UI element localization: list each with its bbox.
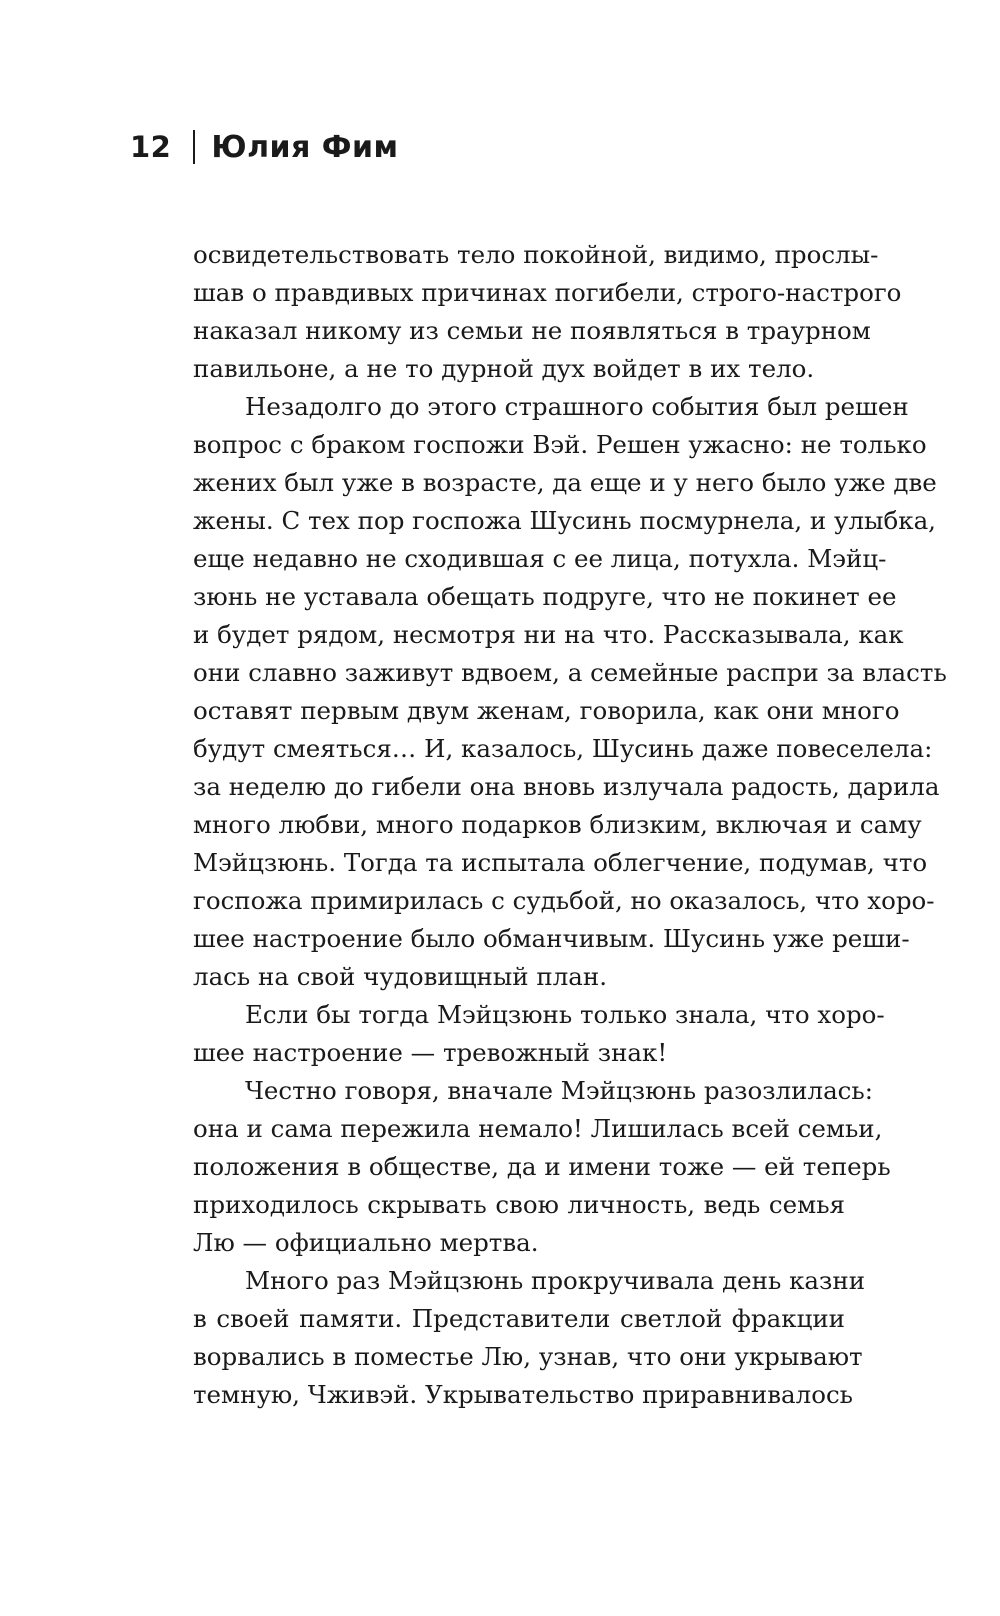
text-line: госпожа примирилась с судьбой, но оказалось, что хоро- bbox=[193, 886, 935, 915]
text-line: наказал никому из семьи не появляться в траурном bbox=[193, 316, 871, 345]
text-line: и будет рядом, несмотря ни на что. Рассказывала, как bbox=[193, 620, 904, 649]
text-line: положения в обществе, да и имени тоже — ей теперь bbox=[193, 1152, 891, 1181]
text-line: Незадолго до этого страшного события был решен bbox=[245, 392, 909, 421]
text-line: много любви, много подарков близким, включая и саму bbox=[193, 810, 922, 839]
text-line: вопрос с браком госпожи Вэй. Решен ужасно: не только bbox=[193, 430, 927, 459]
text-line: Мэйцзюнь. Тогда та испытала облегчение, подумав, что bbox=[193, 848, 928, 877]
text-line: она и сама пережила немало! Лишилась всей семьи, bbox=[193, 1114, 883, 1143]
text-line: они славно заживут вдвоем, а семейные распри за власть bbox=[193, 658, 947, 687]
text-line: оставят первым двум женам, говорила, как они много bbox=[193, 696, 900, 725]
text-line: освидетельствовать тело покойной, видимо, прослы- bbox=[193, 240, 879, 269]
text-line: в своей памяти. Представители светлой фракции bbox=[193, 1304, 845, 1333]
text-line: жених был уже в возрасте, да еще и у него было уже две bbox=[193, 468, 937, 497]
text-line: шее настроение было обманчивым. Шусинь уже реши- bbox=[193, 924, 910, 953]
text-line: Много раз Мэйцзюнь прокручивала день казни bbox=[245, 1266, 866, 1295]
text-line: Честно говоря, вначале Мэйцзюнь разозлилась: bbox=[245, 1076, 873, 1105]
text-line: павильоне, а не то дурной дух войдет в их тело. bbox=[193, 354, 815, 383]
running-head bbox=[130, 122, 399, 172]
text-line: приходилось скрывать свою личность, ведь семья bbox=[193, 1190, 845, 1219]
text-line: Если бы тогда Мэйцзюнь только знала, что хоро- bbox=[245, 1000, 885, 1029]
body-text bbox=[193, 236, 947, 1414]
paragraph bbox=[193, 996, 885, 1072]
text-line: темную, Чживэй. Укрывательство приравнивалось bbox=[193, 1380, 854, 1409]
text-line: ворвались в поместье Лю, узнав, что они укрывают bbox=[193, 1342, 863, 1371]
text-line: Лю — официально мертва. bbox=[193, 1228, 539, 1257]
text-line: шее настроение — тревожный знак! bbox=[193, 1038, 668, 1067]
paragraph bbox=[193, 236, 902, 388]
paragraph bbox=[193, 1072, 891, 1262]
text-line: еще недавно не сходившая с ее лица, потухла. Мэйц- bbox=[193, 544, 887, 573]
text-line: жены. С тех пор госпожа Шусинь посмурнела, и улыбка, bbox=[193, 506, 936, 535]
text-line: лась на свой чудовищный план. bbox=[193, 962, 608, 991]
text-line: будут смеяться… И, казалось, Шусинь даже повеселела: bbox=[193, 734, 933, 763]
header-divider bbox=[193, 130, 195, 164]
text-line: зюнь не уставала обещать подруге, что не покинет ее bbox=[193, 582, 897, 611]
text-line: шав о правдивых причинах погибели, строго-настрого bbox=[193, 278, 902, 307]
page-number: 12 bbox=[130, 130, 172, 164]
paragraph bbox=[193, 388, 947, 996]
paragraph bbox=[193, 1262, 866, 1414]
author-name: Юлия Фим bbox=[211, 129, 399, 165]
text-line: за неделю до гибели она вновь излучала радость, дарила bbox=[193, 772, 940, 801]
